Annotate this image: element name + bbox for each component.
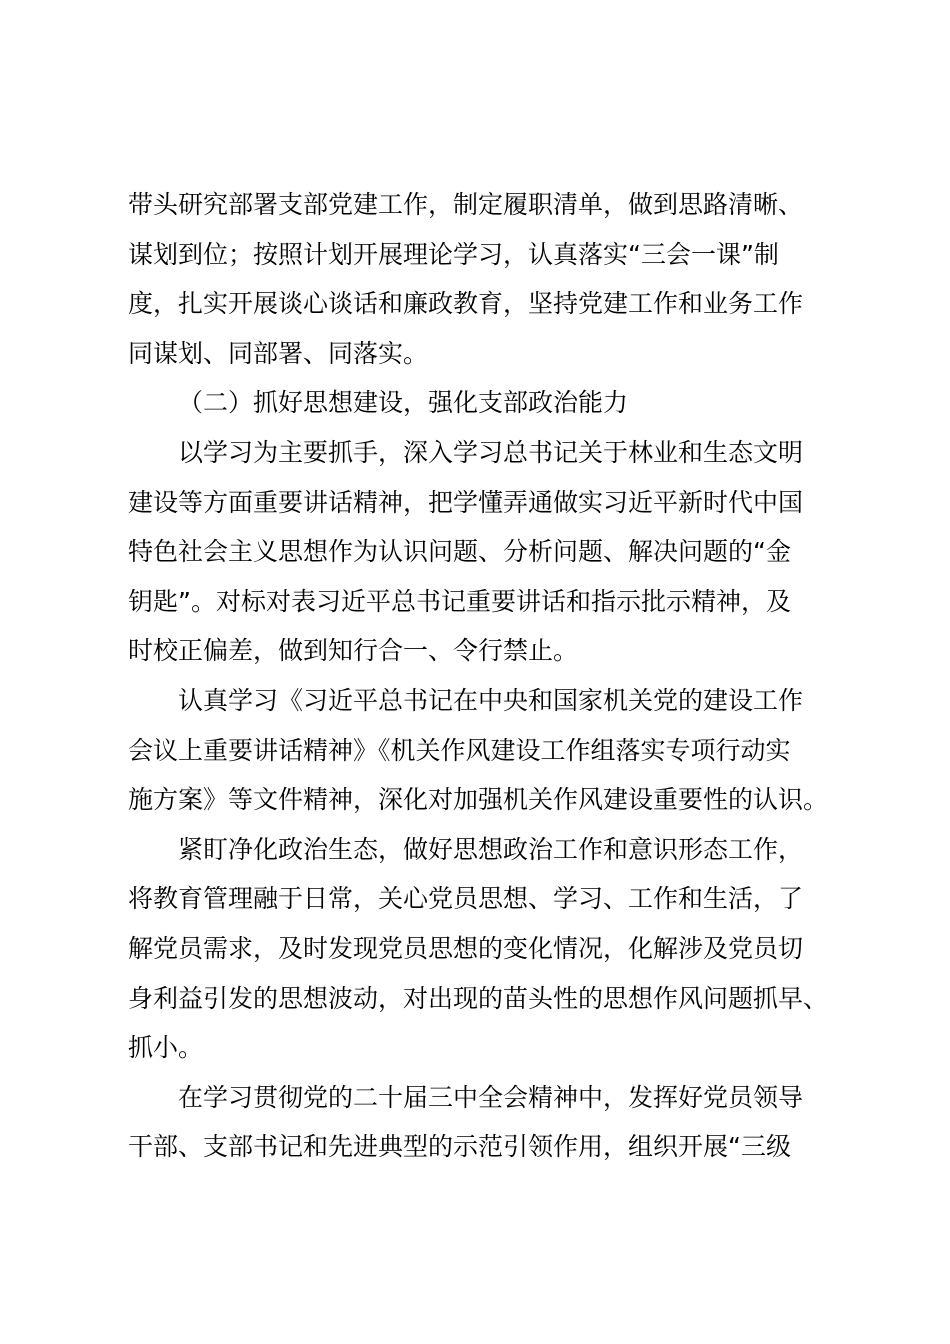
text-line: 以学习为主要抓手，深入学习总书记关于林业和生态文明 [178,437,804,467]
text-line: 紧盯净化政治生态，做好思想政治工作和意识形态工作， [178,834,804,864]
text-line: 时校正偏差，做到知行合一、令行禁止。 [128,636,579,666]
text-line: 身利益引发的思想波动，对出现的苗头性的思想作风问题抓早、 [128,983,829,1013]
text-line: 会议上重要讲话精神》《机关作风建设工作组落实专项行动实 [128,735,791,765]
text-line: 解党员需求，及时发现党员思想的变化情况，化解涉及党员切 [128,933,804,963]
document-body [128,180,840,1172]
text-line: 钥匙”。对标对表习近平总书记重要讲话和指示批示精神，及 [128,586,791,616]
text-line: 在学习贯彻党的二十届三中全会精神中，发挥好党员领导 [178,1082,804,1112]
text-line: 特色社会主义思想作为认识问题、分析问题、解决问题的“金 [128,537,791,567]
text-line: 度，扎实开展谈心谈话和廉政教育，坚持党建工作和业务工作 [128,289,804,319]
text-line: 带头研究部署支部党建工作，制定履职清单，做到思路清晰、 [128,190,804,219]
text-line: 将教育管理融于日常，关心党员思想、学习、工作和生活，了 [128,884,804,914]
text-line: 同谋划、同部署、同落实。 [128,338,429,368]
text-line: 施方案》等文件精神，深化对加强机关作风建设重要性的认识。 [128,785,829,815]
text-line: 干部、支部书记和先进典型的示范引领作用，组织开展“三级 [128,1132,791,1162]
text-line: 抓小。 [128,1033,204,1063]
text-line: 谋划到位；按照计划开展理论学习，认真落实“三会一课”制 [128,239,779,269]
text-line: 建设等方面重要讲话精神，把学懂弄通做实习近平新时代中国 [128,487,804,517]
text-line: 认真学习《习近平总书记在中央和国家机关党的建设工作 [178,685,804,715]
section-heading: （二）抓好思想建设，强化支部政治能力 [178,388,629,418]
